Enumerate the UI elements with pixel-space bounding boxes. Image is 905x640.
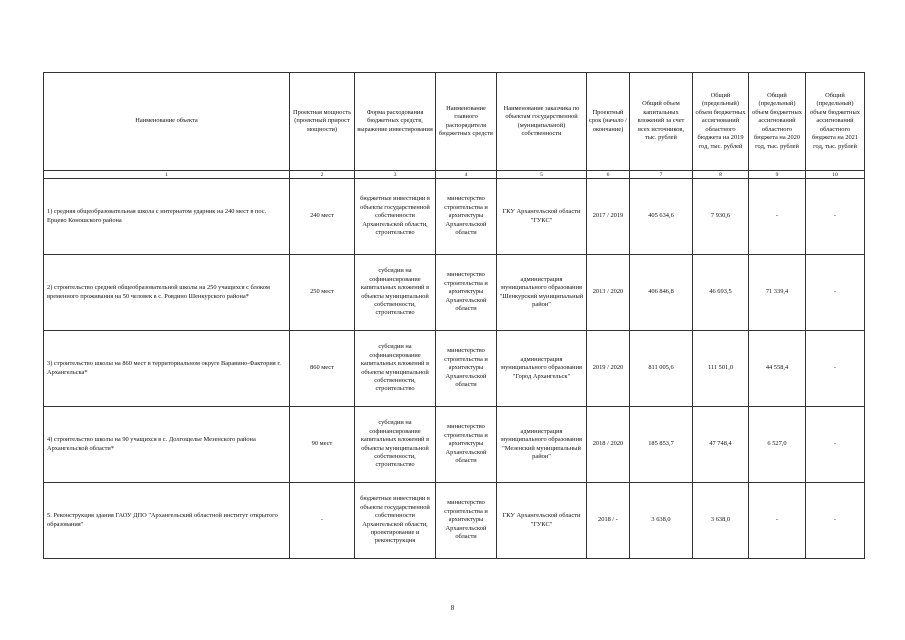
customer-cell: администрация муниципального образования "Мезенский муниципальный район" xyxy=(497,407,587,483)
term-cell: 2019 / 2020 xyxy=(587,331,630,407)
term-cell: 2018 / 2020 xyxy=(587,407,630,483)
customer-cell: администрация муниципального образования "Шенкурский муниципальный район" xyxy=(497,255,587,331)
table-row xyxy=(44,407,865,483)
page-number: 8 xyxy=(450,604,455,612)
budget-2019-cell: 46 693,5 xyxy=(693,255,749,331)
capacity-cell: 90 мест xyxy=(290,407,355,483)
term-cell: 2013 / 2020 xyxy=(587,255,630,331)
column-number: 4 xyxy=(436,171,497,179)
customer-cell: ГКУ Архангельской области "ГУКС" xyxy=(497,483,587,559)
budget-2021-cell: - xyxy=(806,483,865,559)
object-name: 4) строительство школы на 90 учащихся в с. Долгощелье Мезенского района Архангельской области* xyxy=(44,407,290,483)
budget-2021-cell: - xyxy=(806,407,865,483)
budget-2020-cell: 6 527,0 xyxy=(749,407,806,483)
header-row xyxy=(44,73,865,171)
column-number: 6 xyxy=(587,171,630,179)
customer-cell: администрация муниципального образования "Город Архангельск" xyxy=(497,331,587,407)
column-number-row xyxy=(44,171,865,179)
form-cell: субсидии на софинансирование капитальных вложений в объекты муниципальной собственности, строительство xyxy=(355,255,436,331)
column-number: 2 xyxy=(290,171,355,179)
table-row xyxy=(44,331,865,407)
column-number: 1 xyxy=(44,171,290,179)
budget-2019-cell: 111 501,0 xyxy=(693,331,749,407)
term-cell: 2017 / 2019 xyxy=(587,179,630,255)
column-number: 5 xyxy=(497,171,587,179)
table-row xyxy=(44,255,865,331)
form-cell: бюджетные инвестиции в объекты государственной собственности Архангельской области, строительство xyxy=(355,179,436,255)
table-row xyxy=(44,483,865,559)
form-cell: бюджетные инвестиции в объекты государственной собственности Архангельской области, проектирование и реконструкция xyxy=(355,483,436,559)
object-name: 5. Реконструкция здания ГАОУ ДПО "Архангельский областной институт открытого образования" xyxy=(44,483,290,559)
header-cell: Наименование заказчика по объектам государственной (муниципальной) собственности xyxy=(497,73,587,171)
form-cell: субсидии на софинансирование капитальных вложений в объекты муниципальной собственности, строительство xyxy=(355,331,436,407)
capacity-cell: 250 мест xyxy=(290,255,355,331)
capacity-cell: 860 мест xyxy=(290,331,355,407)
budget-2020-cell: 71 339,4 xyxy=(749,255,806,331)
budget-2021-cell: - xyxy=(806,255,865,331)
budget-2019-cell: 3 638,0 xyxy=(693,483,749,559)
column-number: 3 xyxy=(355,171,436,179)
header-cell: Общий (предельный) объем бюджетных ассигнований областного бюджета на 2020 год, тыс. рублей xyxy=(749,73,806,171)
total-cell: 406 846,8 xyxy=(630,255,693,331)
distributor-cell: министерство строительства и архитектуры Архангельской области xyxy=(436,407,497,483)
header-cell: Наименование главного распорядителя бюджетных средств xyxy=(436,73,497,171)
budget-2019-cell: 47 748,4 xyxy=(693,407,749,483)
term-cell: 2018 / - xyxy=(587,483,630,559)
object-name: 2) строительство средней общеобразовательной школы на 250 учащихся с блоком временного проживания на 50 человек в с. Ровдино Шенкурского района* xyxy=(44,255,290,331)
header-cell: Наименование объекта xyxy=(44,73,290,171)
form-cell: субсидии на софинансирование капитальных вложений в объекты муниципальной собственности, строительство xyxy=(355,407,436,483)
budget-2020-cell: - xyxy=(749,483,806,559)
header-cell: Проектный срок (начало / окончание) xyxy=(587,73,630,171)
distributor-cell: министерство строительства и архитектуры Архангельской области xyxy=(436,331,497,407)
capacity-cell: - xyxy=(290,483,355,559)
header-cell: Форма расходования бюджетных средств, выражение инвестирования xyxy=(355,73,436,171)
total-cell: 405 634,6 xyxy=(630,179,693,255)
column-number: 9 xyxy=(749,171,806,179)
object-name: 1) средняя общеобразовательная школа с интернатом ударник на 240 мест в пос. Ерцево Коношского района xyxy=(44,179,290,255)
budget-2019-cell: 7 930,6 xyxy=(693,179,749,255)
budget-2021-cell: - xyxy=(806,179,865,255)
header-cell: Проектная мощность (проектный прирост мощности) xyxy=(290,73,355,171)
total-cell: 3 638,0 xyxy=(630,483,693,559)
capacity-cell: 240 мест xyxy=(290,179,355,255)
total-cell: 185 853,7 xyxy=(630,407,693,483)
column-number: 10 xyxy=(806,171,865,179)
budget-2020-cell: 44 558,4 xyxy=(749,331,806,407)
distributor-cell: министерство строительства и архитектуры Архангельской области xyxy=(436,179,497,255)
total-cell: 811 005,6 xyxy=(630,331,693,407)
investment-objects-table xyxy=(43,72,865,559)
customer-cell: ГКУ Архангельской области "ГУКС" xyxy=(497,179,587,255)
budget-2021-cell: - xyxy=(806,331,865,407)
column-number: 8 xyxy=(693,171,749,179)
header-cell: Общий объем капитальных вложений за счет всех источников, тыс. рублей xyxy=(630,73,693,171)
table-row xyxy=(44,179,865,255)
distributor-cell: министерство строительства и архитектуры Архангельской области xyxy=(436,483,497,559)
column-number: 7 xyxy=(630,171,693,179)
distributor-cell: министерство строительства и архитектуры Архангельской области xyxy=(436,255,497,331)
object-name: 3) строительство школы на 860 мест в территориальном округе Варавино-Фактория г. Архангельска* xyxy=(44,331,290,407)
header-cell: Общий (предельный) объем бюджетных ассигнований областного бюджета на 2019 год, тыс. рублей xyxy=(693,73,749,171)
budget-2020-cell: - xyxy=(749,179,806,255)
header-cell: Общий (предельный) объем бюджетных ассигнований областного бюджета на 2021 год, тыс. рублей xyxy=(806,73,865,171)
